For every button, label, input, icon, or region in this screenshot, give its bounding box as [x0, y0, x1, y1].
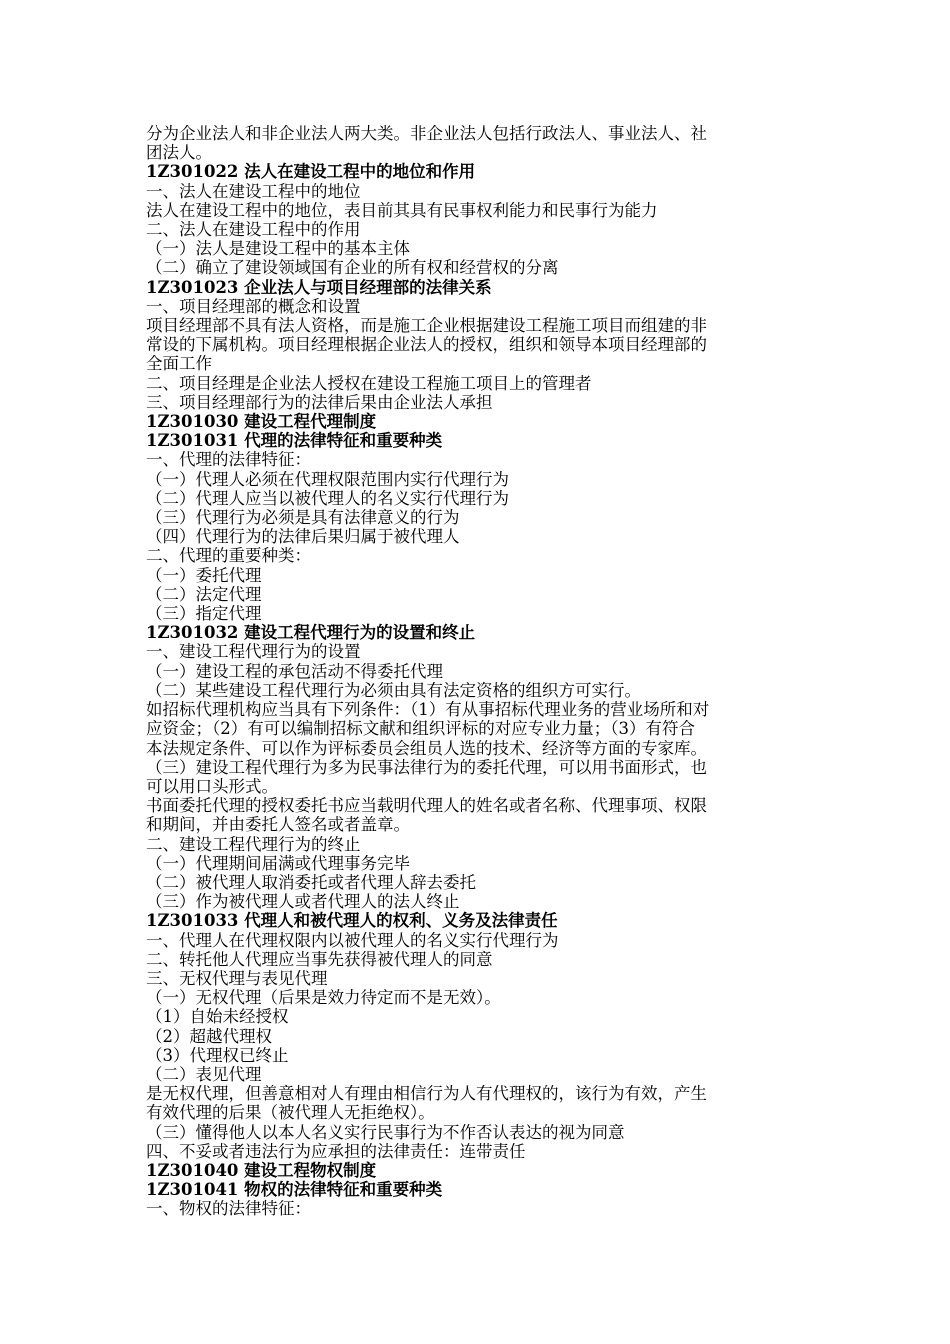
section-heading: 1Z301032 建设工程代理行为的设置和终止	[146, 623, 476, 643]
text-line: 应资金；（2）有可以编制招标文献和组织评标的对应专业力量；（3）有符合	[146, 719, 695, 739]
text-line: 三、项目经理部行为的法律后果由企业法人承担	[146, 392, 493, 412]
text-line: （一）代理期间届满或代理事务完毕	[146, 853, 410, 873]
text-line: 团法人。	[146, 143, 212, 163]
text-line: 法人在建设工程中的地位，表目前其具有民事权利能力和民事行为能力	[146, 200, 658, 220]
text-line: （2）超越代理权	[146, 1026, 272, 1046]
text-line: （二）法定代理	[146, 584, 262, 604]
text-line: 是无权代理，但善意相对人有理由相信行为人有代理权的，该行为有效，产生	[146, 1084, 707, 1104]
text-line: （一）法人是建设工程中的基本主体	[146, 239, 410, 259]
text-line: 一、法人在建设工程中的地位	[146, 181, 361, 201]
text-line: 和期间，并由委托人签名或者盖章。	[146, 815, 410, 835]
text-line: （一）建设工程的承包活动不得委托代理	[146, 661, 443, 681]
text-line: （一）无权代理（后果是效力待定而不是无效）。	[146, 988, 501, 1008]
text-line: 四、不妥或者违法行为应承担的法律责任：连带责任	[146, 1141, 526, 1161]
text-line: 一、代理的法律特征：	[146, 450, 311, 470]
text-line: （三）指定代理	[146, 604, 262, 624]
text-line: 二、代理的重要种类：	[146, 546, 311, 566]
text-line: （三）代理行为必须是具有法律意义的行为	[146, 508, 460, 528]
text-line: 一、项目经理部的概念和设置	[146, 296, 361, 316]
text-line: （1）自始未经授权	[146, 1007, 289, 1027]
document-page	[146, 124, 806, 1219]
text-line: （二）确立了建设领域国有企业的所有权和经营权的分离	[146, 258, 559, 278]
text-line: 一、代理人在代理权限内以被代理人的名义实行代理行为	[146, 930, 559, 950]
text-line: （二）表见代理	[146, 1064, 262, 1084]
section-heading: 1Z301031 代理的法律特征和重要种类	[146, 431, 443, 451]
text-line: 一、物权的法律特征：	[146, 1199, 311, 1219]
text-line: 可以用口头形式。	[146, 776, 278, 796]
section-heading: 1Z301022 法人在建设工程中的地位和作用	[146, 162, 476, 182]
text-line: 常设的下属机构。项目经理根据企业法人的授权，组织和领导本项目经理部的	[146, 335, 707, 355]
text-line: 二、建设工程代理行为的终止	[146, 834, 361, 854]
text-line: （3）代理权已终止	[146, 1045, 289, 1065]
section-heading: 1Z301030 建设工程代理制度	[146, 412, 377, 432]
text-line: （一）代理人必须在代理权限范围内实行代理行为	[146, 469, 509, 489]
text-line: 全面工作	[146, 354, 212, 374]
text-line: （一）委托代理	[146, 565, 262, 585]
text-line: 三、无权代理与表见代理	[146, 968, 328, 988]
text-line: 书面委托代理的授权委托书应当载明代理人的姓名或者名称、代理事项、权限	[146, 796, 707, 816]
text-line: （二）被代理人取消委托或者代理人辞去委托	[146, 872, 476, 892]
text-line: 二、转托他人代理应当事先获得被代理人的同意	[146, 949, 493, 969]
text-line: 有效代理的后果（被代理人无拒绝权）。	[146, 1103, 435, 1123]
section-heading: 1Z301033 代理人和被代理人的权利、义务及法律责任	[146, 911, 558, 931]
section-heading: 1Z301023 企业法人与项目经理部的法律关系	[146, 277, 492, 297]
text-line: 分为企业法人和非企业法人两大类。非企业法人包括行政法人、事业法人、社	[146, 124, 707, 143]
text-line: （三）作为被代理人或者代理人的法人终止	[146, 892, 460, 912]
text-line: （二）某些建设工程代理行为必须由具有法定资格的组织方可实行。	[146, 680, 641, 700]
text-line: 项目经理部不具有法人资格，而是施工企业根据建设工程施工项目而组建的非	[146, 316, 707, 336]
text-line: 本法规定条件、可以作为评标委员会组员人选的技术、经济等方面的专家库。	[146, 738, 707, 758]
text-line: （二）代理人应当以被代理人的名义实行代理行为	[146, 488, 509, 508]
text-line: 二、法人在建设工程中的作用	[146, 220, 361, 240]
text-line: （三）建设工程代理行为多为民事法律行为的委托代理，可以用书面形式，也	[146, 757, 707, 777]
section-heading: 1Z301040 建设工程物权制度	[146, 1160, 377, 1180]
text-line: 二、项目经理是企业法人授权在建设工程施工项目上的管理者	[146, 373, 592, 393]
text-line: 一、建设工程代理行为的设置	[146, 642, 361, 662]
section-heading: 1Z301041 物权的法律特征和重要种类	[146, 1180, 443, 1200]
text-line: 如招标代理机构应当具有下列条件：（1）有从事招标代理业务的营业场所和对	[146, 700, 710, 720]
text-line: （四）代理行为的法律后果归属于被代理人	[146, 527, 460, 547]
text-line: （三）懂得他人以本人名义实行民事行为不作否认表达的视为同意	[146, 1122, 625, 1142]
